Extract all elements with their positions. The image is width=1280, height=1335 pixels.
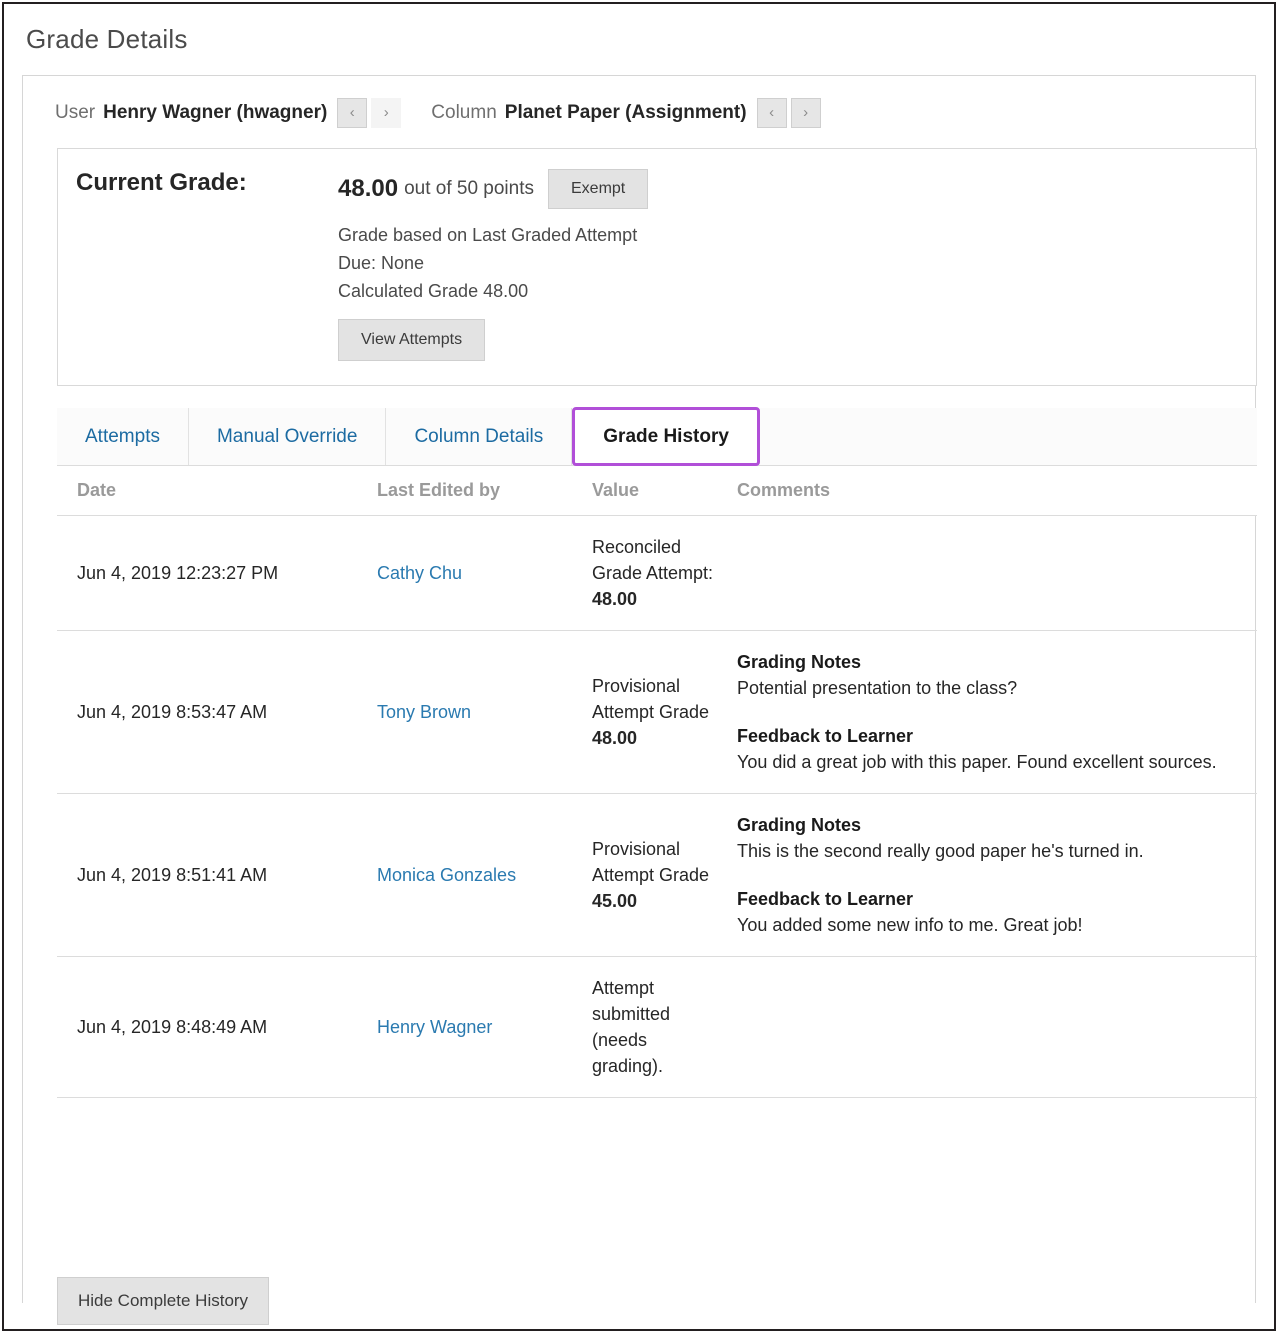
view-attempts-button[interactable]: View Attempts [338,319,485,361]
cell-value-number: 45.00 [592,891,638,911]
editor-link[interactable]: Monica Gonzales [377,865,517,885]
comment-block [737,812,1257,864]
user-label: User [55,102,96,123]
comment-body: Potential presentation to the class? [737,678,1018,698]
cell-comments [717,957,1257,1098]
next-user-button[interactable]: › [371,98,401,128]
table-row [57,631,1257,794]
editor-link[interactable]: Tony Brown [377,702,472,722]
tab-grade-history[interactable]: Grade History [572,407,760,466]
cell-date: Jun 4, 2019 8:51:41 AM [57,794,357,957]
table-header-row [57,466,1257,516]
current-grade-outof: out of 50 points [404,178,534,199]
table-row [57,794,1257,957]
tab-bar [57,408,1257,466]
current-grade-box [57,148,1257,386]
grade-based-on: Grade based on Last Graded Attempt [338,225,638,245]
current-grade-meta [338,221,1256,305]
tab-column-details[interactable]: Column Details [386,408,572,465]
column-header-comments: Comments [717,466,1257,516]
column-header-date: Date [57,466,357,516]
column-value: Planet Paper (Assignment) [504,102,747,123]
editor-link[interactable]: Cathy Chu [377,563,463,583]
cell-comments [717,794,1257,957]
grade-details-panel [22,75,1256,1310]
table-row [57,957,1257,1098]
cell-value-text: Provisional Attempt Grade [592,839,710,885]
column-label: Column [431,102,497,123]
tab-manual-override[interactable]: Manual Override [189,408,386,465]
column-header-last-edited-by: Last Edited by [357,466,572,516]
table-row [57,516,1257,631]
comment-heading: Feedback to Learner [737,889,914,909]
tab-attempts[interactable]: Attempts [57,408,189,465]
grade-details-window [2,2,1276,1331]
grade-history-table [57,466,1257,1098]
next-column-button[interactable]: › [791,98,821,128]
current-grade-score: 48.00 [338,175,399,202]
cell-date: Jun 4, 2019 8:48:49 AM [57,957,357,1098]
cell-value-number: 48.00 [592,589,638,609]
cell-comments [717,516,1257,631]
current-grade-info [338,169,1256,361]
previous-column-button[interactable]: ‹ [757,98,787,128]
comment-block [737,886,1257,938]
comment-body: You did a great job with this paper. Found excellent sources. [737,752,1217,772]
cell-comments [717,631,1257,794]
comment-body: You added some new info to me. Great job! [737,915,1083,935]
record-navigation [23,76,1255,148]
user-value: Henry Wagner (hwagner) [103,102,328,123]
editor-link[interactable]: Henry Wagner [377,1017,493,1037]
cell-value-text: Attempt submitted (needs grading). [592,978,671,1076]
comment-heading: Feedback to Learner [737,726,914,746]
comment-block [737,649,1257,701]
cell-value-number: 48.00 [592,728,638,748]
comment-body: This is the second really good paper he's turned in. [737,841,1144,861]
column-header-value: Value [572,466,717,516]
cell-value-text: Reconciled Grade Attempt: [592,537,714,583]
cell-date: Jun 4, 2019 8:53:47 AM [57,631,357,794]
comment-heading: Grading Notes [737,652,862,672]
current-grade-label: Current Grade: [76,169,247,196]
hide-complete-history-button[interactable]: Hide Complete History [57,1277,269,1325]
comment-block [737,723,1257,775]
comment-heading: Grading Notes [737,815,862,835]
cell-value-text: Provisional Attempt Grade [592,676,710,722]
exempt-button[interactable]: Exempt [548,169,648,209]
calculated-grade: Calculated Grade 48.00 [338,281,529,301]
cell-date: Jun 4, 2019 12:23:27 PM [57,516,357,631]
grade-due: Due: None [338,253,425,273]
current-grade-score-row [338,169,1256,209]
previous-user-button[interactable]: ‹ [337,98,367,128]
page-title: Grade Details [26,24,188,54]
